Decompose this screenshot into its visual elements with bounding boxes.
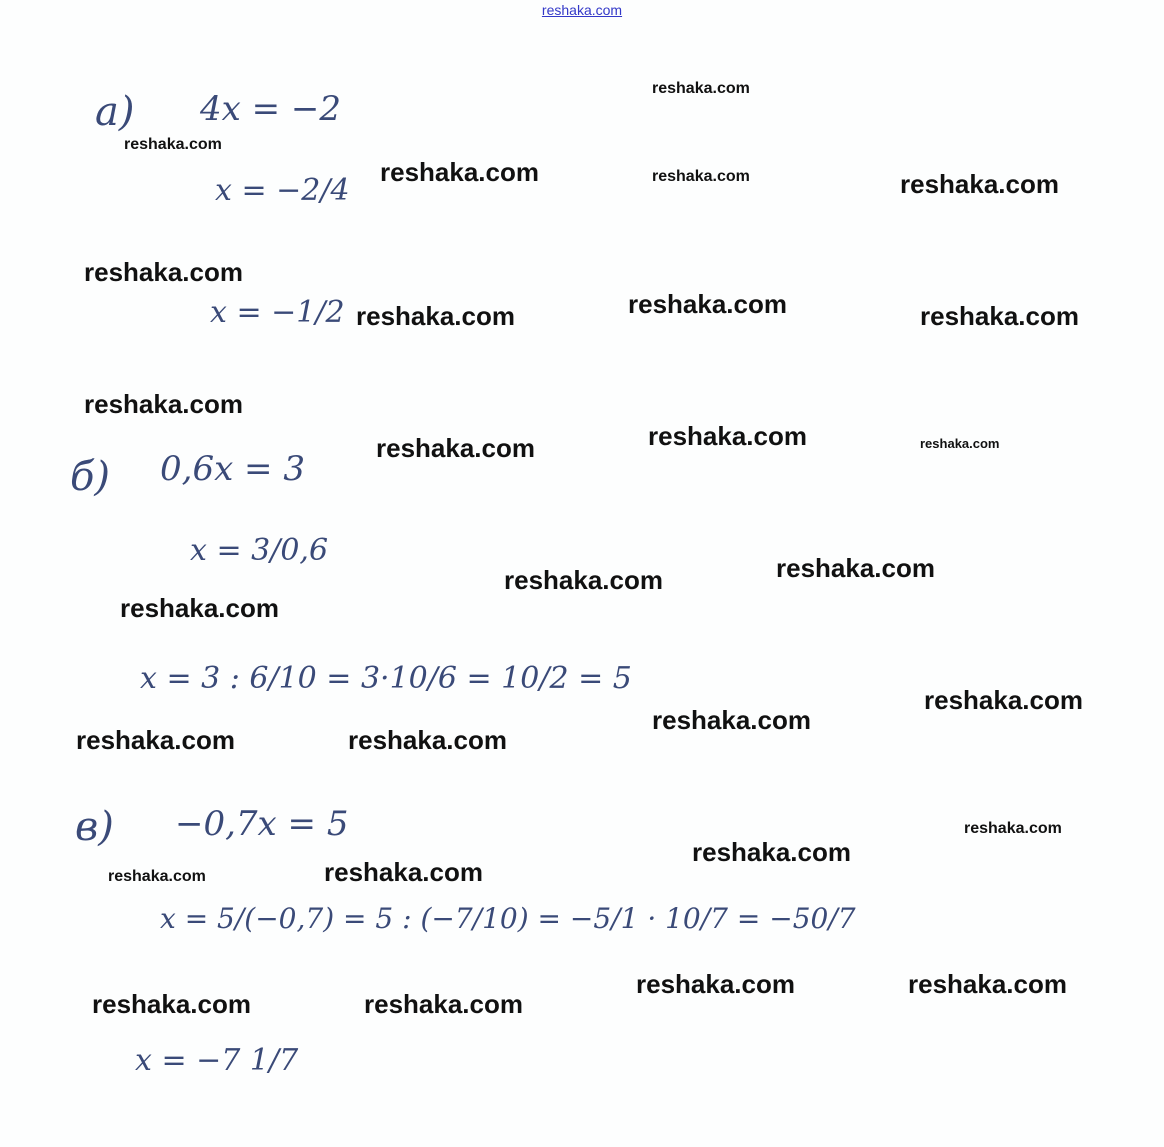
watermark: reshaka.com (84, 257, 243, 287)
watermark: reshaka.com (692, 837, 851, 867)
equation-v-line-1: −0,7x = 5 (175, 804, 349, 844)
watermark: reshaka.com (376, 433, 535, 463)
watermark: reshaka.com (124, 136, 222, 153)
watermark: reshaka.com (900, 169, 1059, 199)
watermark: reshaka.com (108, 868, 206, 885)
watermark: reshaka.com (652, 80, 750, 97)
watermark: reshaka.com (92, 989, 251, 1019)
watermark: reshaka.com (120, 593, 279, 623)
label-a: a) (95, 89, 135, 135)
watermark: reshaka.com (776, 553, 935, 583)
label-b: б) (70, 454, 111, 500)
watermark: reshaka.com (964, 820, 1062, 837)
watermark: reshaka.com (628, 289, 787, 319)
watermark: reshaka.com (648, 421, 807, 451)
equation-a-line-2: x = −2/4 (215, 173, 350, 208)
watermark: reshaka.com (652, 705, 811, 735)
watermark: reshaka.com (324, 857, 483, 887)
watermark: reshaka.com (636, 969, 795, 999)
equation-a-line-1: 4x = −2 (200, 89, 342, 129)
watermark: reshaka.com (76, 725, 235, 755)
watermark: reshaka.com (84, 389, 243, 419)
watermark: reshaka.com (652, 168, 750, 185)
watermark: reshaka.com (924, 685, 1083, 715)
equation-a-line-3: x = −1/2 (210, 295, 345, 330)
equation-v-line-3: x = −7 1/7 (135, 1043, 299, 1078)
watermark: reshaka.com (908, 969, 1067, 999)
watermark: reshaka.com (356, 301, 515, 331)
equation-b-line-2: x = 3/0,6 (190, 533, 329, 568)
watermark: reshaka.com (504, 565, 663, 595)
watermark: reshaka.com (920, 436, 1000, 451)
equation-v-line-2: x = 5/(−0,7) = 5 : (−7/10) = −5/1 · 10/7 = −50/7 (160, 902, 856, 935)
watermark: reshaka.com (348, 725, 507, 755)
site-header-link[interactable]: reshaka.com (541, 2, 623, 18)
watermark: reshaka.com (364, 989, 523, 1019)
equation-b-line-1: 0,6x = 3 (160, 449, 305, 489)
label-v: в) (75, 804, 114, 850)
equation-b-line-3: x = 3 : 6/10 = 3·10/6 = 10/2 = 5 (140, 661, 632, 696)
watermark: reshaka.com (920, 301, 1079, 331)
watermark: reshaka.com (380, 157, 539, 187)
